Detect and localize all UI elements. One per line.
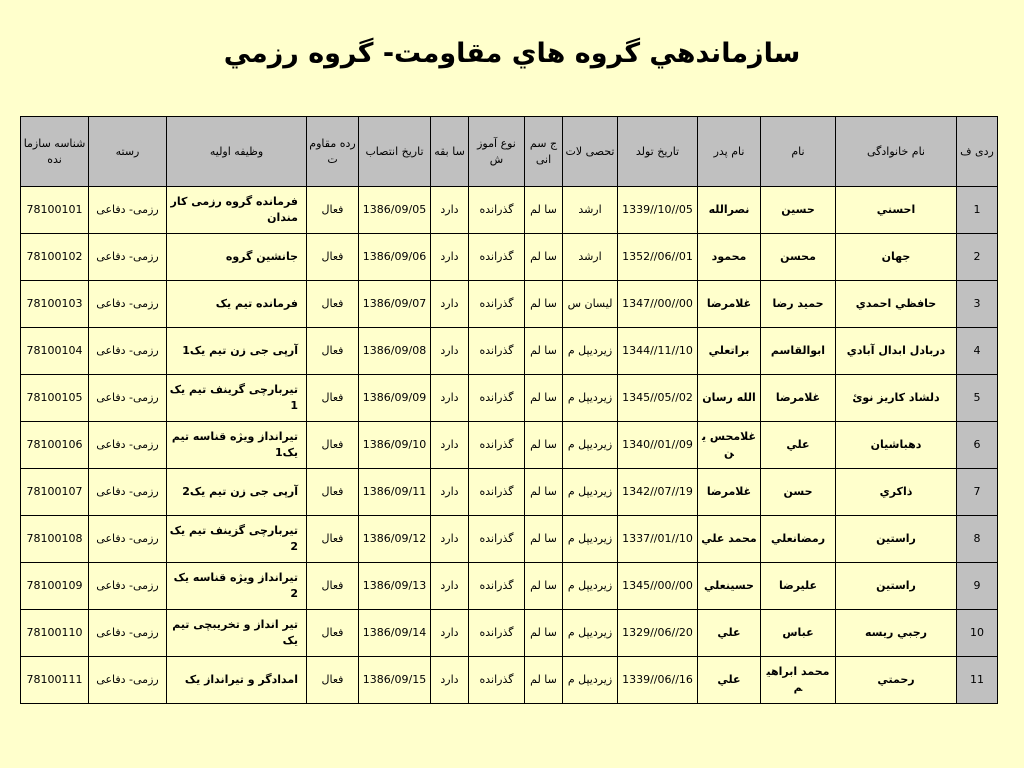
cell-resistance-rank: فعال — [307, 422, 359, 469]
cell-name: عباس — [761, 610, 836, 657]
cell-row-number: 10 — [957, 610, 998, 657]
cell-history: دارد — [431, 281, 469, 328]
cell-birth-date: 1345//00//00 — [618, 563, 698, 610]
cell-appointment-date: 1386/09/10 — [359, 422, 431, 469]
cell-education: زیردیپل م — [563, 328, 618, 375]
cell-org-id: 78100105 — [21, 375, 89, 422]
header-history: سا بقه — [431, 117, 469, 187]
header-family-name: نام خانوادگی — [836, 117, 957, 187]
cell-branch: رزمی- دفاعی — [89, 469, 167, 516]
personnel-table — [20, 116, 998, 704]
header-physical: ج سم انی — [525, 117, 563, 187]
cell-father-name: علي — [698, 610, 761, 657]
cell-training-type: گذرانده — [469, 281, 525, 328]
cell-appointment-date: 1386/09/14 — [359, 610, 431, 657]
cell-training-type: گذرانده — [469, 422, 525, 469]
cell-org-id: 78100104 — [21, 328, 89, 375]
table-header-row — [21, 117, 998, 187]
header-training-type: نوع آموزش — [469, 117, 525, 187]
cell-row-number: 5 — [957, 375, 998, 422]
cell-history: دارد — [431, 610, 469, 657]
table-row — [21, 563, 998, 610]
cell-birth-date: 1345//05//02 — [618, 375, 698, 422]
cell-physical: سا لم — [525, 187, 563, 234]
cell-name: رمضانعلي — [761, 516, 836, 563]
cell-name: محمد ابراهیم — [761, 657, 836, 704]
page-title: سازماندهي گروه هاي مقاومت- گروه رزمي — [223, 38, 801, 69]
header-row-number: ردی ف — [957, 117, 998, 187]
cell-row-number: 2 — [957, 234, 998, 281]
cell-name: علیرضا — [761, 563, 836, 610]
table-row — [21, 281, 998, 328]
cell-resistance-rank: فعال — [307, 657, 359, 704]
cell-branch: رزمی- دفاعی — [89, 657, 167, 704]
cell-training-type: گذرانده — [469, 328, 525, 375]
cell-birth-date: 1339//06//16 — [618, 657, 698, 704]
table-row — [21, 422, 998, 469]
table-row — [21, 610, 998, 657]
table-row — [21, 187, 998, 234]
cell-birth-date: 1352//06//01 — [618, 234, 698, 281]
cell-training-type: گذرانده — [469, 375, 525, 422]
cell-father-name: نصرالله — [698, 187, 761, 234]
cell-row-number: 11 — [957, 657, 998, 704]
cell-birth-date: 1344//11//10 — [618, 328, 698, 375]
cell-education: زیردیپل م — [563, 422, 618, 469]
table-row — [21, 234, 998, 281]
cell-history: دارد — [431, 375, 469, 422]
cell-physical: سا لم — [525, 234, 563, 281]
cell-family-name: دهباشیان — [836, 422, 957, 469]
cell-father-name: محمد علي — [698, 516, 761, 563]
cell-history: دارد — [431, 657, 469, 704]
cell-physical: سا لم — [525, 328, 563, 375]
header-primary-duty: وظیفه اولیه — [167, 117, 307, 187]
cell-family-name: ذاکري — [836, 469, 957, 516]
cell-org-id: 78100102 — [21, 234, 89, 281]
cell-education: زیردیپل م — [563, 469, 618, 516]
table-row — [21, 516, 998, 563]
cell-physical: سا لم — [525, 469, 563, 516]
cell-org-id: 78100101 — [21, 187, 89, 234]
cell-branch: رزمی- دفاعی — [89, 563, 167, 610]
table-row — [21, 375, 998, 422]
cell-birth-date: 1329//06//20 — [618, 610, 698, 657]
cell-resistance-rank: فعال — [307, 516, 359, 563]
cell-primary-duty: آرپی جی زن تیم یک2 — [167, 469, 307, 516]
cell-family-name: دربادل ابدال آبادي — [836, 328, 957, 375]
cell-physical: سا لم — [525, 375, 563, 422]
cell-education: زیردیپل م — [563, 563, 618, 610]
cell-branch: رزمی- دفاعی — [89, 422, 167, 469]
cell-education: زیردیپل م — [563, 516, 618, 563]
table-row — [21, 657, 998, 704]
cell-appointment-date: 1386/09/06 — [359, 234, 431, 281]
cell-birth-date: 1347//00//00 — [618, 281, 698, 328]
cell-primary-duty: تیربارچی گزینف تیم یک2 — [167, 516, 307, 563]
cell-family-name: دلشاد کاریز نوئ — [836, 375, 957, 422]
cell-training-type: گذرانده — [469, 610, 525, 657]
cell-appointment-date: 1386/09/09 — [359, 375, 431, 422]
cell-org-id: 78100106 — [21, 422, 89, 469]
cell-name: غلامرضا — [761, 375, 836, 422]
cell-resistance-rank: فعال — [307, 281, 359, 328]
header-father-name: نام پدر — [698, 117, 761, 187]
cell-org-id: 78100109 — [21, 563, 89, 610]
cell-family-name: رحمتي — [836, 657, 957, 704]
cell-father-name: غلامرضا — [698, 469, 761, 516]
cell-training-type: گذرانده — [469, 516, 525, 563]
cell-training-type: گذرانده — [469, 657, 525, 704]
cell-primary-duty: تیر انداز و تخریبچی تیم یک — [167, 610, 307, 657]
cell-name: محسن — [761, 234, 836, 281]
cell-father-name: الله رسان — [698, 375, 761, 422]
cell-father-name: غلامحس ین — [698, 422, 761, 469]
cell-appointment-date: 1386/09/13 — [359, 563, 431, 610]
cell-org-id: 78100110 — [21, 610, 89, 657]
cell-org-id: 78100107 — [21, 469, 89, 516]
cell-education: ارشد — [563, 187, 618, 234]
cell-branch: رزمی- دفاعی — [89, 516, 167, 563]
cell-resistance-rank: فعال — [307, 610, 359, 657]
cell-history: دارد — [431, 422, 469, 469]
cell-resistance-rank: فعال — [307, 563, 359, 610]
cell-physical: سا لم — [525, 281, 563, 328]
cell-name: حسین — [761, 187, 836, 234]
cell-training-type: گذرانده — [469, 187, 525, 234]
cell-history: دارد — [431, 328, 469, 375]
cell-father-name: غلامرضا — [698, 281, 761, 328]
cell-appointment-date: 1386/09/08 — [359, 328, 431, 375]
cell-appointment-date: 1386/09/12 — [359, 516, 431, 563]
cell-org-id: 78100111 — [21, 657, 89, 704]
cell-father-name: حسینعلي — [698, 563, 761, 610]
header-birth-date: تاریخ تولد — [618, 117, 698, 187]
table-row — [21, 328, 998, 375]
cell-row-number: 9 — [957, 563, 998, 610]
cell-row-number: 8 — [957, 516, 998, 563]
cell-primary-duty: جانشین گروه — [167, 234, 307, 281]
cell-org-id: 78100108 — [21, 516, 89, 563]
cell-history: دارد — [431, 563, 469, 610]
cell-resistance-rank: فعال — [307, 187, 359, 234]
cell-history: دارد — [431, 187, 469, 234]
cell-family-name: راستین — [836, 516, 957, 563]
cell-appointment-date: 1386/09/15 — [359, 657, 431, 704]
cell-row-number: 1 — [957, 187, 998, 234]
cell-physical: سا لم — [525, 422, 563, 469]
cell-resistance-rank: فعال — [307, 234, 359, 281]
cell-history: دارد — [431, 516, 469, 563]
cell-education: زیردیپل م — [563, 657, 618, 704]
cell-family-name: رجبي ريسه — [836, 610, 957, 657]
cell-primary-duty: فرمانده تیم یک — [167, 281, 307, 328]
table-row — [21, 469, 998, 516]
header-resistance-rank: رده مقاوم ت — [307, 117, 359, 187]
header-education: تحصی لات — [563, 117, 618, 187]
cell-training-type: گذرانده — [469, 234, 525, 281]
cell-family-name: احسني — [836, 187, 957, 234]
header-branch: رسته — [89, 117, 167, 187]
cell-family-name: راستین — [836, 563, 957, 610]
cell-education: زیردیپل م — [563, 610, 618, 657]
cell-resistance-rank: فعال — [307, 328, 359, 375]
cell-appointment-date: 1386/09/05 — [359, 187, 431, 234]
cell-primary-duty: تیرانداز ویژه قناسه تیم یک1 — [167, 422, 307, 469]
cell-name: حمید رضا — [761, 281, 836, 328]
cell-branch: رزمی- دفاعی — [89, 375, 167, 422]
cell-primary-duty: تیربارچی گرینف تیم یک1 — [167, 375, 307, 422]
cell-resistance-rank: فعال — [307, 469, 359, 516]
cell-row-number: 7 — [957, 469, 998, 516]
cell-education: ارشد — [563, 234, 618, 281]
cell-father-name: محمود — [698, 234, 761, 281]
cell-primary-duty: تیرانداز ویژه قناسه یک 2 — [167, 563, 307, 610]
cell-appointment-date: 1386/09/11 — [359, 469, 431, 516]
cell-name: ابوالقاسم — [761, 328, 836, 375]
cell-row-number: 6 — [957, 422, 998, 469]
cell-training-type: گذرانده — [469, 563, 525, 610]
cell-name: حسن — [761, 469, 836, 516]
cell-physical: سا لم — [525, 657, 563, 704]
cell-education: زیردیپل م — [563, 375, 618, 422]
cell-branch: رزمی- دفاعی — [89, 281, 167, 328]
cell-birth-date: 1337//01//10 — [618, 516, 698, 563]
cell-physical: سا لم — [525, 516, 563, 563]
cell-row-number: 3 — [957, 281, 998, 328]
cell-physical: سا لم — [525, 563, 563, 610]
cell-family-name: حافظي احمدي — [836, 281, 957, 328]
cell-training-type: گذرانده — [469, 469, 525, 516]
cell-primary-duty: فرمانده گروه رزمی کارمندان — [167, 187, 307, 234]
cell-row-number: 4 — [957, 328, 998, 375]
cell-father-name: علي — [698, 657, 761, 704]
cell-branch: رزمی- دفاعی — [89, 187, 167, 234]
cell-resistance-rank: فعال — [307, 375, 359, 422]
header-org-id: شناسه سازمانده — [21, 117, 89, 187]
cell-branch: رزمی- دفاعی — [89, 234, 167, 281]
header-appointment-date: تاریخ انتصاب — [359, 117, 431, 187]
cell-appointment-date: 1386/09/07 — [359, 281, 431, 328]
cell-branch: رزمی- دفاعی — [89, 328, 167, 375]
cell-father-name: براتعلي — [698, 328, 761, 375]
cell-birth-date: 1339//10//05 — [618, 187, 698, 234]
header-name: نام — [761, 117, 836, 187]
cell-name: علي — [761, 422, 836, 469]
cell-branch: رزمی- دفاعی — [89, 610, 167, 657]
cell-birth-date: 1342//07//19 — [618, 469, 698, 516]
cell-family-name: جهان — [836, 234, 957, 281]
cell-history: دارد — [431, 234, 469, 281]
cell-primary-duty: امدادگر و تیرانداز یک — [167, 657, 307, 704]
cell-birth-date: 1340//01//09 — [618, 422, 698, 469]
cell-physical: سا لم — [525, 610, 563, 657]
cell-history: دارد — [431, 469, 469, 516]
cell-primary-duty: آرپی جی زن تیم یک1 — [167, 328, 307, 375]
cell-org-id: 78100103 — [21, 281, 89, 328]
cell-education: لیسان س — [563, 281, 618, 328]
